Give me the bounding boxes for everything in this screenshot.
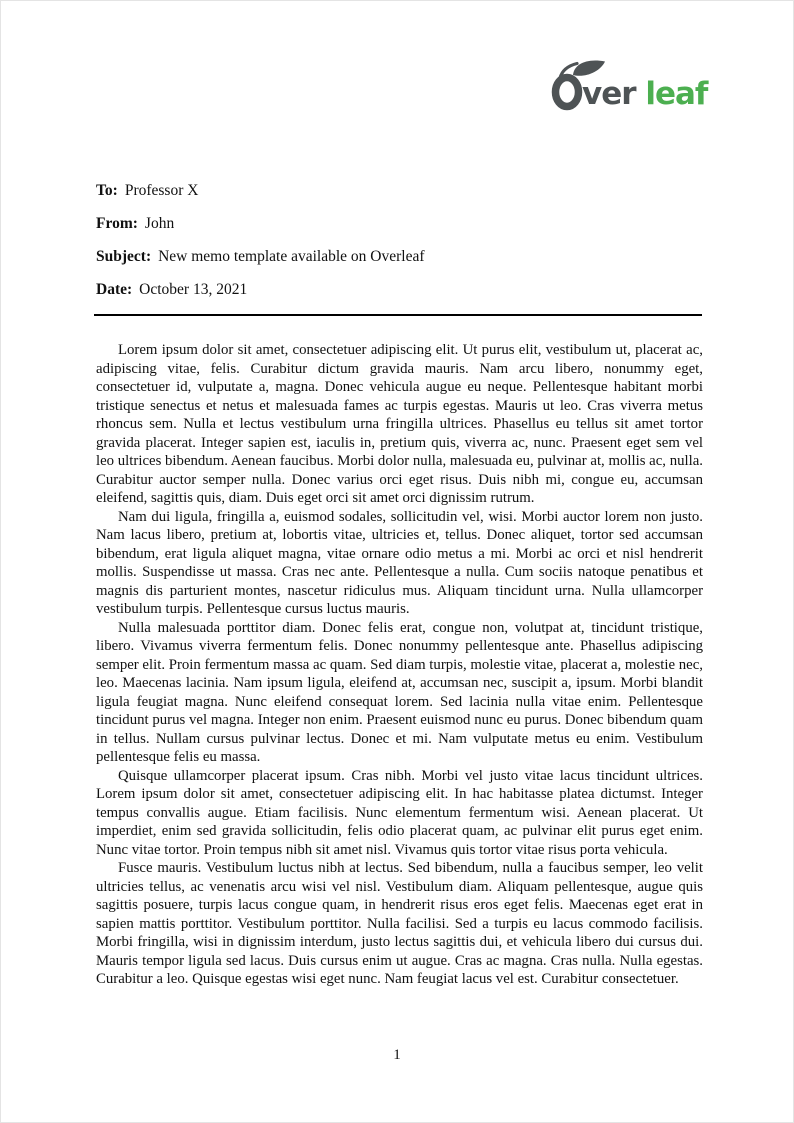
page-number: 1 xyxy=(393,1047,401,1063)
memo-body xyxy=(96,341,703,989)
body-paragraph-3: Nulla malesuada porttitor diam. Donec felis erat, congue non, volutpat at, tincidunt tristique, libero. Vivamus viverra fermentum felis. Donec nonummy pellentesque ante. Phasellus adipiscing semper elit. Proin fermentum massa ac quam. Sed diam turpis, molestie vitae, placerat a, molestie nec, leo. Maecenas lacinia. Nam ipsum ligula, eleifend at, accumsan nec, suscipit a, ipsum. Morbi blandit ligula feugiat magna. Nunc eleifend consequat lorem. Sed lacinia nulla vitae enim. Pellentesque tincidunt purus vel magna. Integer non enim. Praesent euismod nunc eu purus. Donec bibendum quam in tellus. Nullam cursus pulvinar lectus. Donec et mi. Nam vulputate metus eu enim. Vestibulum pellentesque felis eu massa. xyxy=(96,619,703,765)
memo-label-to: To: xyxy=(96,182,118,199)
memo-field-from xyxy=(96,215,706,233)
memo-header xyxy=(96,182,706,314)
memo-label-subject: Subject: xyxy=(96,248,152,265)
body-paragraph-1: Lorem ipsum dolor sit amet, consectetuer adipiscing elit. Ut purus elit, vestibulum ut, placerat ac, adipiscing vitae, felis. Curabitur dictum gravida mauris. Nam arcu libero, nonummy eget, consectetuer id, vulputate a, magna. Donec vehicula augue eu neque. Pellentesque habitant morbi tristique senectus et netus et malesuada fames ac turpis egestas. Mauris ut leo. Cras viverra metus rhoncus sem. Nulla et lectus vestibulum urna fringilla ultrices. Phasellus eu tellus sit amet tortor gravida placerat. Integer sapien est, iaculis in, pretium quis, viverra ac, nunc. Praesent eget sem vel leo ultrices bibendum. Aenean faucibus. Morbi dolor nulla, malesuada eu, pulvinar at, mollis ac, nulla. Curabitur auctor semper nulla. Donec varius orci eget risus. Duis nibh mi, congue eu, accumsan eleifend, sagittis quis, diam. Duis eget orci sit amet orci dignissim rutrum. xyxy=(96,342,703,506)
memo-value-to: Professor X xyxy=(124,182,199,199)
logo-text-green: leaf xyxy=(645,76,708,111)
svg-text:ver leaf xyxy=(582,76,709,111)
memo-label-from: From: xyxy=(96,215,138,232)
overleaf-logo xyxy=(551,59,711,111)
memo-field-subject xyxy=(96,248,706,266)
logo-o-ring xyxy=(556,78,579,107)
body-paragraph-4: Quisque ullamcorper placerat ipsum. Cras nibh. Morbi vel justo vitae lacus tincidunt ultrices. Lorem ipsum dolor sit amet, consectetuer adipiscing elit. In hac habitasse platea dictumst. Integer tempus convallis augue. Etiam facilisis. Nunc elementum fermentum wisi. Aenean placerat. Ut imperdiet, enim sed gravida sollicitudin, felis odio placerat quam, ac pulvinar elit purus eget enim. Nunc vitae tortor. Proin tempus nibh sit amet nisl. Vivamus quis tortor vitae risus porta vehicula. xyxy=(96,767,703,858)
memo-field-to xyxy=(96,182,706,200)
overleaf-logo-icon xyxy=(551,59,711,111)
memo-value-subject: New memo template available on Overleaf xyxy=(158,248,425,265)
body-paragraph-5: Fusce mauris. Vestibulum luctus nibh at lectus. Sed bibendum, nulla a faucibus semper, leo velit ultricies tellus, ac venenatis arcu wisi vel nisl. Vestibulum diam. Aliquam pellentesque, augue quis sagittis posuere, turpis lacus congue quam, in hendrerit risus eros eget felis. Maecenas eget erat in sapien mattis porttitor. Vestibulum porttitor. Nulla facilisi. Sed a turpis eu lacus commodo facilisis. Morbi fringilla, wisi in dignissim interdum, justo lectus sagittis dui, et vehicula libero dui cursus dui. Mauris tempor ligula sed lacus. Duis cursus enim ut augue. Cras ac magna. Cras nulla. Nulla egestas. Curabitur a leo. Quisque egestas wisi eget nunc. Nam feugiat lacus vel est. Curabitur consectetuer. xyxy=(96,860,703,987)
memo-label-date: Date: xyxy=(96,281,133,298)
memo-value-from: John xyxy=(144,215,175,232)
body-paragraph-2: Nam dui ligula, fringilla a, euismod sodales, sollicitudin vel, wisi. Morbi auctor lorem non justo. Nam lacus libero, pretium at, lobortis vitae, ultricies et, tellus. Donec aliquet, tortor sed accumsan bibendum, erat ligula aliquet magna, vitae ornare odio metus a mi. Morbi ac orci et nisl hendrerit mollis. Suspendisse ut massa. Cras nec ante. Pellentesque a nulla. Cum sociis natoque penatibus et magnis dis parturient montes, nascetur ridiculus mus. Aliquam tincidunt urna. Nulla ullamcorper vestibulum turpis. Pellentesque cursus luctus mauris. xyxy=(96,508,703,617)
logo-text-gray: ver xyxy=(582,76,636,111)
memo-value-date: October 13, 2021 xyxy=(139,281,248,298)
memo-field-date xyxy=(96,281,706,299)
header-divider-rule xyxy=(94,314,702,316)
